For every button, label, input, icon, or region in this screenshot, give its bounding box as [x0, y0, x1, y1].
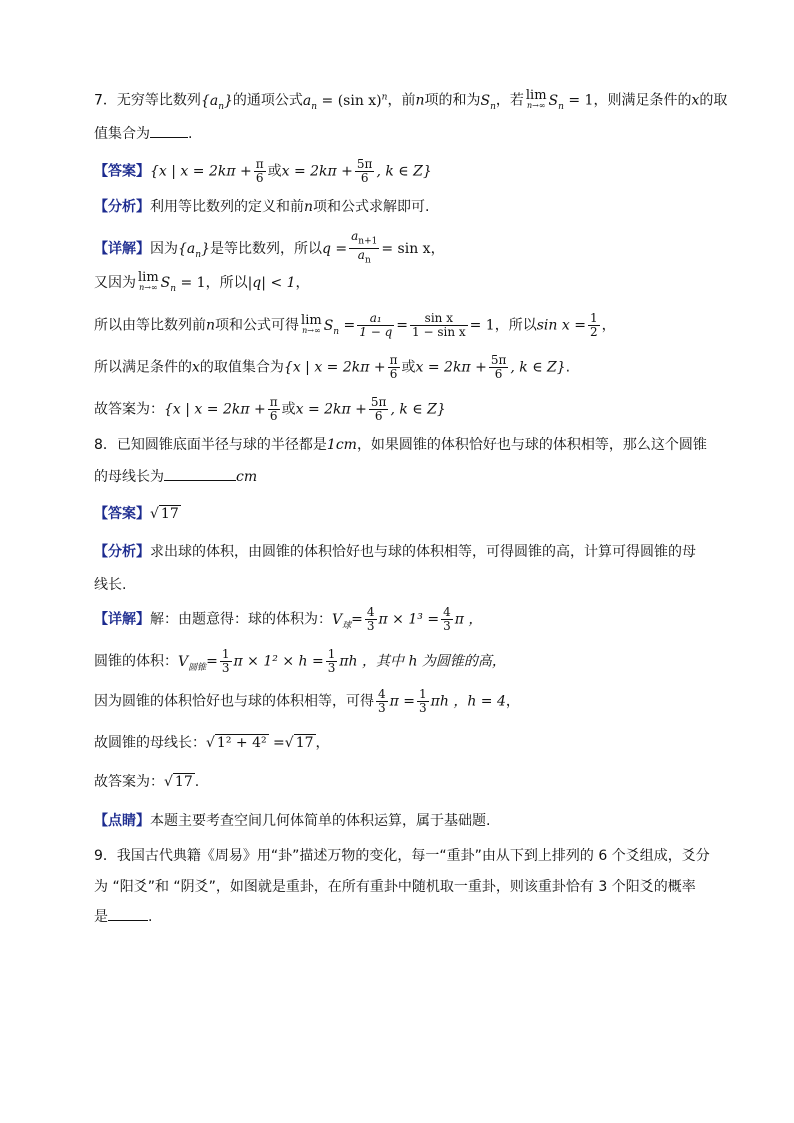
q8-answer: 【答案】√ 17 [94, 506, 179, 522]
q7-detail-line2: 又因为 lim n→∞ $S_n = 1$，所以|q| < 1， [94, 270, 310, 294]
q8-detail-line3: 因为圆锥的体积恰好也与球的体积相等，可得 $\frac{4}{3}$ π = $\frac{1}{3}$ πh ，h = 4， [94, 687, 520, 715]
q8-detail-line1: 【详解】解：由题意得：球的体积为：$V_球=$ $\frac{4}{3}$ π × 1³ = $\frac{4}{3}$ π ， [94, 605, 483, 633]
q9-stem-line2: 为 “阳爻”和 “阴爻”，如图就是重卦，在所有重卦中随机取一重卦，则该重卦恰有 3 个阳爻的概率 [94, 879, 696, 895]
analysis-tag: 【分析】 [94, 544, 150, 560]
q7-final-answer: 故答案为：{x | x = 2kπ + $\frac{\pi}{6}$ 或x = 2kπ + $\frac{5\pi}{6}$ , k ∈ Z} [94, 395, 446, 423]
q7-detail-line3: 所以由等比数列前n项和公式可得 lim n→∞ $S_n$ = $\frac{\text{a₁}}{1 - q}$ = $\frac{\text{sin x}}{\text{1 − sin x}}$ = 1，所以sin x = $\frac{1}{2}$ ， [94, 311, 616, 339]
q8-detail-line2: 圆锥的体积：$V_{圆锥}=$ $\frac{1}{3}$ π × 1² × h = $\frac{1}{3}$ πh ，其中 h 为圆锥的高， [94, 647, 506, 675]
q8-stem-line1: 8．已知圆锥底面半径与球的半径都是1cm，如果圆锥的体积恰好也与球的体积相等，那么这个圆锥 [94, 437, 707, 453]
q9-stem-line1: 9．我国古代典籍《周易》用“卦”描述万物的变化，每一“重卦”由从下到上排列的 6 个爻组成，爻分 [94, 848, 710, 864]
q7-detail-line4: 所以满足条件的x的取值集合为{x | x = 2kπ + $\frac{\pi}{6}$ 或x = 2kπ + $\frac{5\pi}{6}$ , k ∈ Z}. [94, 353, 571, 381]
q7-stem-line1: 7．无穷等比数列$\{a_n\}$的通项公式$a_n = (\sin$ x)$^n$，前n项的和为$S_n$，若 lim n→∞ $S_n = 1$，则满足条件的x的取 [94, 87, 728, 112]
q9-stem-line3: 是 . [94, 906, 152, 928]
q8-final-answer: 故答案为：√ 17 . [94, 774, 200, 790]
detail-tag: 【详解】 [94, 611, 150, 628]
q7-stem-line2: 值集合为 . [94, 123, 192, 145]
answer-tag: 【答案】 [94, 506, 150, 522]
q7-analysis: 【分析】利用等比数列的定义和前n项和公式求解即可. [94, 199, 430, 215]
answer-tag: 【答案】 [94, 163, 150, 180]
q8-analysis-line2: 线长. [94, 577, 127, 593]
q8-detail-line4: 故圆锥的母线长：√ 1² + 4² =√ 17 ， [94, 735, 330, 751]
q8-analysis-line1: 【分析】求出球的体积，由圆锥的体积恰好也与球的体积相等，可得圆锥的高，计算可得圆锥的母 [94, 544, 696, 560]
analysis-tag: 【分析】 [94, 199, 150, 215]
q8-stem-line2: 的母线长为 cm [94, 466, 257, 488]
detail-tag: 【详解】 [94, 240, 150, 257]
answer-blank [108, 906, 148, 921]
comment-tag: 【点睛】 [94, 813, 150, 829]
q7-detail-line1: 【详解】因为$\{a_n\}$是等比数列，所以q = $\frac{a_{n+1}}{a_n}$ = sin x， [94, 229, 445, 266]
answer-blank [150, 123, 188, 138]
answer-blank [164, 466, 236, 481]
q8-comment: 【点睛】本题主要考查空间几何体简单的体积运算，属于基础题. [94, 813, 491, 829]
q7-answer: 【答案】{x | x = 2kπ + $\frac{\pi}{6}$ 或x = 2kπ + $\frac{5\pi}{6}$ , k ∈ Z} [94, 157, 432, 185]
